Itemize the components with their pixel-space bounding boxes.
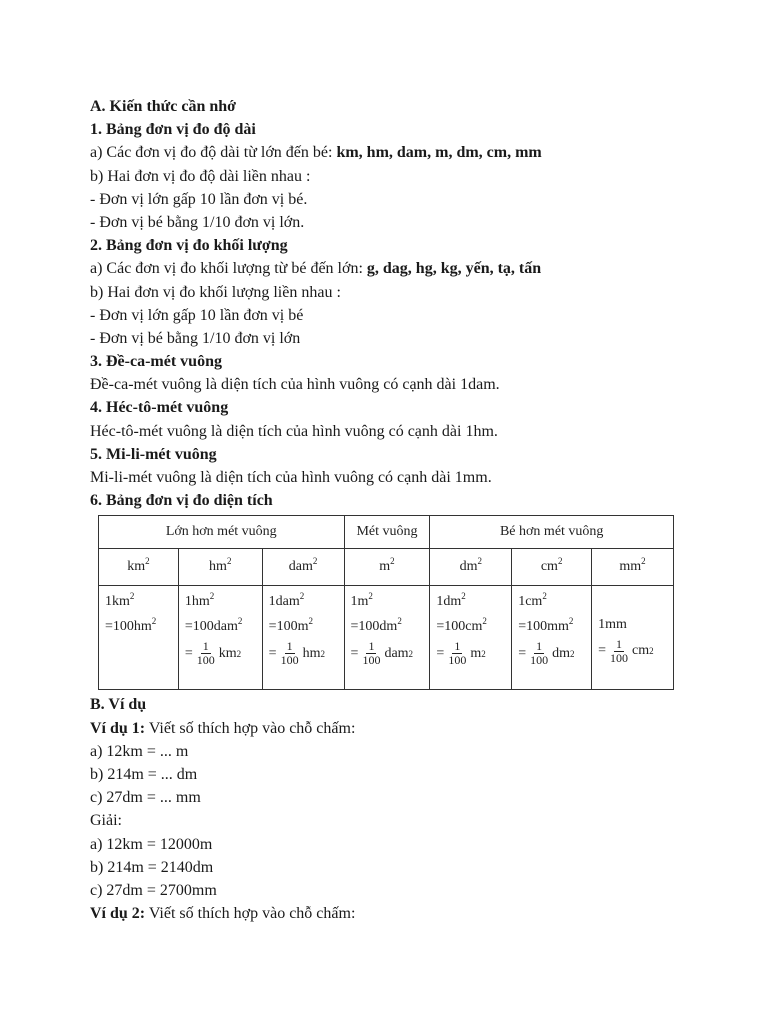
list-item: c) 27dm = ... mm [90, 789, 201, 807]
table-cell-m2: $1m^2$ $=100dm^2$ = $\frac{1}{100}$ dam 2 [344, 586, 430, 690]
table-cell-km2: $1km^2$ $=100hm^2$ [99, 586, 179, 690]
s3-title: 3. Đề-ca-mét vuông [90, 353, 222, 371]
area-units-table [98, 515, 674, 690]
group-meter: Mét vuông [344, 516, 430, 549]
list-item: a) 12km = 12000m [90, 835, 213, 853]
list-item: a) 12km = ... m [90, 742, 189, 760]
s1-title: 1. Bảng đơn vị đo độ dài [90, 121, 256, 139]
s1-a-units: km, hm, dam, m, dm, cm, mm [336, 144, 542, 162]
example-1-text: Viết số thích hợp vào chỗ chấm: [145, 719, 356, 737]
s1-a [90, 141, 690, 164]
example-2 [90, 902, 690, 925]
group-larger: Lớn hơn mét vuông [99, 516, 345, 549]
list-item: c) 27dm = 2700mm [90, 881, 217, 899]
s4-title: 4. Héc-tô-mét vuông [90, 399, 229, 417]
s2-l1: - Đơn vị lớn gấp 10 lần đơn vị bé [90, 306, 304, 324]
s2-a [90, 257, 690, 280]
s1-l1: - Đơn vị lớn gấp 10 lần đơn vị bé. [90, 190, 308, 208]
section-b-heading: B. Ví dụ [90, 696, 147, 714]
example-1-label: Ví dụ 1: [90, 719, 146, 737]
document-page [90, 95, 690, 925]
s4-text: Héc-tô-mét vuông là diện tích của hình vuông có cạnh dài 1hm. [90, 422, 498, 440]
s3-text: Đề-ca-mét vuông là diện tích của hình vuông có cạnh dài 1dam. [90, 376, 500, 394]
section-a-heading: A. Kiến thức cần nhớ [90, 98, 237, 115]
s5-text: Mi-li-mét vuông là diện tích của hình vuông có cạnh dài 1mm. [90, 469, 492, 486]
example-2-text: Viết số thích hợp vào chỗ chấm: [145, 905, 356, 923]
table-cell-cm2: $1cm^2$ $=100mm^2$ = $\frac{1}{100}$ dm 2 [512, 586, 592, 690]
s5-title: 5. Mi-li-mét vuông [90, 445, 217, 463]
table-cell-hm2: $1hm^2$ =100dam$^2$ = $\frac{1}{100}$ km 2 [178, 586, 262, 690]
unit-header: $cm^2$ [512, 549, 592, 586]
s2-title: 2. Bảng đơn vị đo khối lượng [90, 237, 288, 255]
s1-l2: - Đơn vị bé bằng 1/10 đơn vị lớn. [90, 213, 305, 231]
s2-l2: - Đơn vị bé bằng 1/10 đơn vị lớn [90, 329, 301, 347]
table-cell-dm2: $1dm^2$ $=100cm^2$ = $\frac{1}{100}$ m 2 [430, 586, 512, 690]
s2-b: b) Hai đơn vị đo khối lượng liền nhau : [90, 283, 341, 301]
list-item: b) 214m = ... dm [90, 765, 198, 783]
unit-header: $mm^2$ [592, 549, 674, 586]
s1-a-text: a) Các đơn vị đo độ dài từ lớn đến bé: [90, 144, 337, 162]
unit-header: $hm^2$ [178, 549, 262, 586]
solution-label: Giải: [90, 812, 122, 830]
unit-header: $km^2$ [99, 549, 179, 586]
unit-header: $m^2$ [344, 549, 430, 586]
list-item: b) 214m = 2140dm [90, 858, 214, 876]
example-2-label: Ví dụ 2: [90, 905, 146, 923]
unit-header: dam$^2$ [262, 549, 344, 586]
table-cell-dam2: 1dam$^2$ $=100m^2$ = $\frac{1}{100}$ hm 2 [262, 586, 344, 690]
unit-header: $dm^2$ [430, 549, 512, 586]
s1-b: b) Hai đơn vị đo độ dài liền nhau : [90, 167, 311, 185]
s6-title: 6. Bảng đơn vị đo diện tích [90, 492, 273, 510]
s2-a-units: g, dag, hg, kg, yến, tạ, tấn [366, 260, 542, 278]
group-smaller: Bé hơn mét vuông [430, 516, 674, 549]
example-1 [90, 717, 690, 740]
s2-a-text: a) Các đơn vị đo khối lượng từ bé đến lớn: [90, 260, 367, 278]
table-cell-mm2: 1mm = $\frac{1}{100}$ cm 2 [592, 586, 674, 690]
